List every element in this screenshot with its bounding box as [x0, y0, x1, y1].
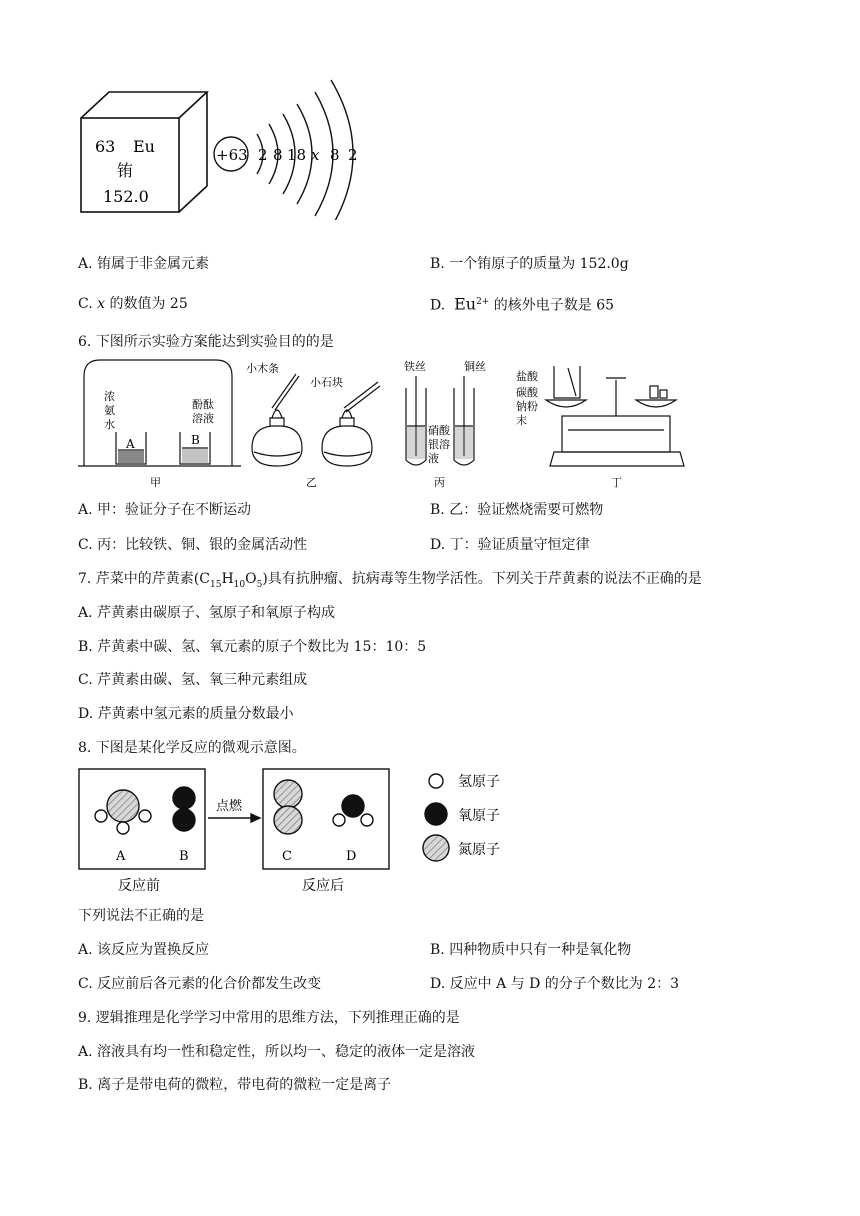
jia-caption: 甲	[150, 476, 161, 489]
q7-stem	[78, 569, 702, 595]
jia-label-b: B	[191, 433, 200, 447]
wood-stick	[272, 374, 296, 408]
q7-stem-suffix: )具有抗肿瘤、抗病毒等生物学活性。下列关于芹黄素的说法不正确的是	[262, 571, 702, 587]
q6-option-d: D. 丁：验证质量守恒定律	[430, 537, 590, 553]
q7-option-c: C. 芹黄素由碳、氢、氧三种元素组成	[78, 672, 308, 688]
q6-option-a: A. 甲：验证分子在不断运动	[78, 502, 252, 518]
q5-option-c-variable: x	[97, 296, 106, 312]
q6-stem: 6. 下图所示实验方案能达到实验目的的是	[78, 334, 334, 350]
q5-option-d-ion: Eu	[454, 294, 477, 314]
shell-3: 18	[287, 146, 307, 164]
q8-option-d: D. 反应中 A 与 D 的分子个数比为 2：3	[430, 976, 680, 992]
jia-label-phenol-1: 酚酞	[192, 398, 214, 411]
alcohol-lamp-left	[252, 426, 302, 466]
bing-label-silver-2: 银溶	[428, 438, 450, 451]
ding-label-hcl: 盐酸	[516, 370, 538, 383]
legend-hydrogen-icon	[429, 774, 443, 788]
jia-label-a: A	[126, 437, 135, 451]
label-b: B	[179, 849, 189, 864]
molecule-a-nitrogen	[107, 790, 139, 822]
bing-label-iron: 铁丝	[404, 360, 426, 373]
q7-o: O	[245, 571, 257, 587]
yi-label-stone: 小石块	[310, 376, 343, 389]
atomic-number: 63	[95, 137, 116, 156]
bing-label-copper: 铜丝	[464, 360, 486, 373]
ding-label-carbonate-2: 钠粉	[516, 400, 538, 413]
legend-oxygen: 氧原子	[458, 808, 500, 824]
element-symbol: Eu	[133, 137, 155, 156]
yi-label-wood: 小木条	[246, 362, 279, 375]
q9-option-b: B. 离子是带电荷的微粒，带电荷的微粒一定是离子	[78, 1077, 392, 1093]
ding-label-carbonate-1: 碳酸	[516, 386, 538, 399]
before-caption: 反应前	[118, 878, 160, 894]
q7-stem-prefix: 7. 芹菜中的芹黄素(C	[78, 571, 210, 587]
left-pan	[546, 400, 586, 407]
q6-option-c: C. 丙：比较铁、铜、银的金属活动性	[78, 537, 308, 553]
q7-sub-h: 10	[233, 579, 246, 590]
q8-option-c: C. 反应前后各元素的化合价都发生改变	[78, 976, 322, 992]
q5-option-b: B. 一个铕原子的质量为 152.0g	[430, 256, 629, 272]
q7-option-b: B. 芹黄素中碳、氢、氧元素的原子个数比为 15：10：5	[78, 639, 427, 655]
bing-label-silver-3: 液	[428, 452, 439, 465]
q5-option-d-charge: 2+	[476, 297, 490, 307]
q7-sub-o: 5	[256, 579, 263, 590]
ding-label-carbonate-3: 末	[516, 414, 527, 427]
balance-base	[550, 452, 684, 466]
alcohol-lamp-right	[322, 426, 372, 466]
molecule-c-nitrogen	[274, 780, 302, 808]
nucleus-charge: +63	[216, 146, 248, 164]
q5-option-d-text: 的核外电子数是 65	[489, 297, 615, 314]
q5-option-c-prefix: C.	[78, 296, 98, 312]
jia-label-ammonia-2: 氨	[104, 404, 115, 417]
jia-label-ammonia-1: 浓	[104, 390, 115, 403]
q8-stem: 8. 下图是某化学反应的微观示意图。	[78, 740, 306, 756]
after-caption: 反应后	[302, 878, 344, 894]
legend-hydrogen: 氢原子	[458, 774, 500, 790]
reaction-condition: 点燃	[216, 799, 243, 814]
q9-option-a: A. 溶液具有均一性和稳定性，所以均一、稳定的液体一定是溶液	[78, 1044, 476, 1060]
tongs	[344, 382, 378, 408]
legend-nitrogen: 氮原子	[458, 842, 500, 858]
q5-option-c-text: 的数值为 25	[105, 296, 188, 312]
bing-caption: 丙	[434, 476, 445, 489]
legend-nitrogen-icon	[423, 835, 449, 861]
q7-option-d: D. 芹黄素中氢元素的质量分数最小	[78, 706, 294, 722]
balance-body	[562, 416, 670, 452]
molecule-b-oxygen	[173, 787, 195, 809]
q8-option-b: B. 四种物质中只有一种是氧化物	[430, 942, 632, 958]
shell-6: 2	[348, 146, 358, 164]
q7-option-a: A. 芹黄素由碳原子、氢原子和氧原子构成	[78, 605, 336, 621]
shell-2: 8	[273, 146, 283, 164]
bing-label-silver-1: 硝酸	[428, 424, 450, 437]
label-d: D	[346, 849, 357, 864]
q6-figure	[76, 356, 696, 492]
jia-label-phenol-2: 溶液	[192, 412, 214, 425]
q5-option-a: A. 铕属于非金属元素	[78, 256, 210, 272]
atomic-mass: 152.0	[103, 187, 149, 206]
beaker-hcl	[554, 366, 580, 398]
q5-option-c	[78, 294, 188, 314]
q8-option-a: A. 该反应为置换反应	[78, 942, 210, 958]
shell-5: 8	[330, 146, 340, 164]
shell-1: 2	[258, 146, 268, 164]
legend-oxygen-icon	[425, 803, 447, 825]
q5-option-d	[430, 292, 614, 316]
q7-sub-c: 15	[209, 579, 222, 590]
jia-label-ammonia-3: 水	[104, 418, 115, 431]
q8-substem: 下列说法不正确的是	[78, 908, 204, 924]
label-c: C	[282, 849, 292, 864]
q7-h: H	[221, 571, 234, 587]
label-a: A	[116, 849, 126, 864]
right-pan	[636, 400, 676, 407]
q5-option-d-prefix: D.	[430, 297, 455, 314]
q9-stem: 9. 逻辑推理是化学学习中常用的思维方法，下列推理正确的是	[78, 1010, 460, 1026]
europium-figure	[75, 70, 375, 220]
yi-caption: 乙	[306, 476, 317, 489]
molecule-d-oxygen	[342, 795, 364, 817]
q6-option-b: B. 乙：验证燃烧需要可燃物	[430, 502, 604, 518]
q8-figure	[76, 766, 536, 898]
element-name: 铕	[117, 161, 134, 180]
ding-caption: 丁	[611, 476, 622, 489]
shell-4: x	[311, 146, 320, 164]
